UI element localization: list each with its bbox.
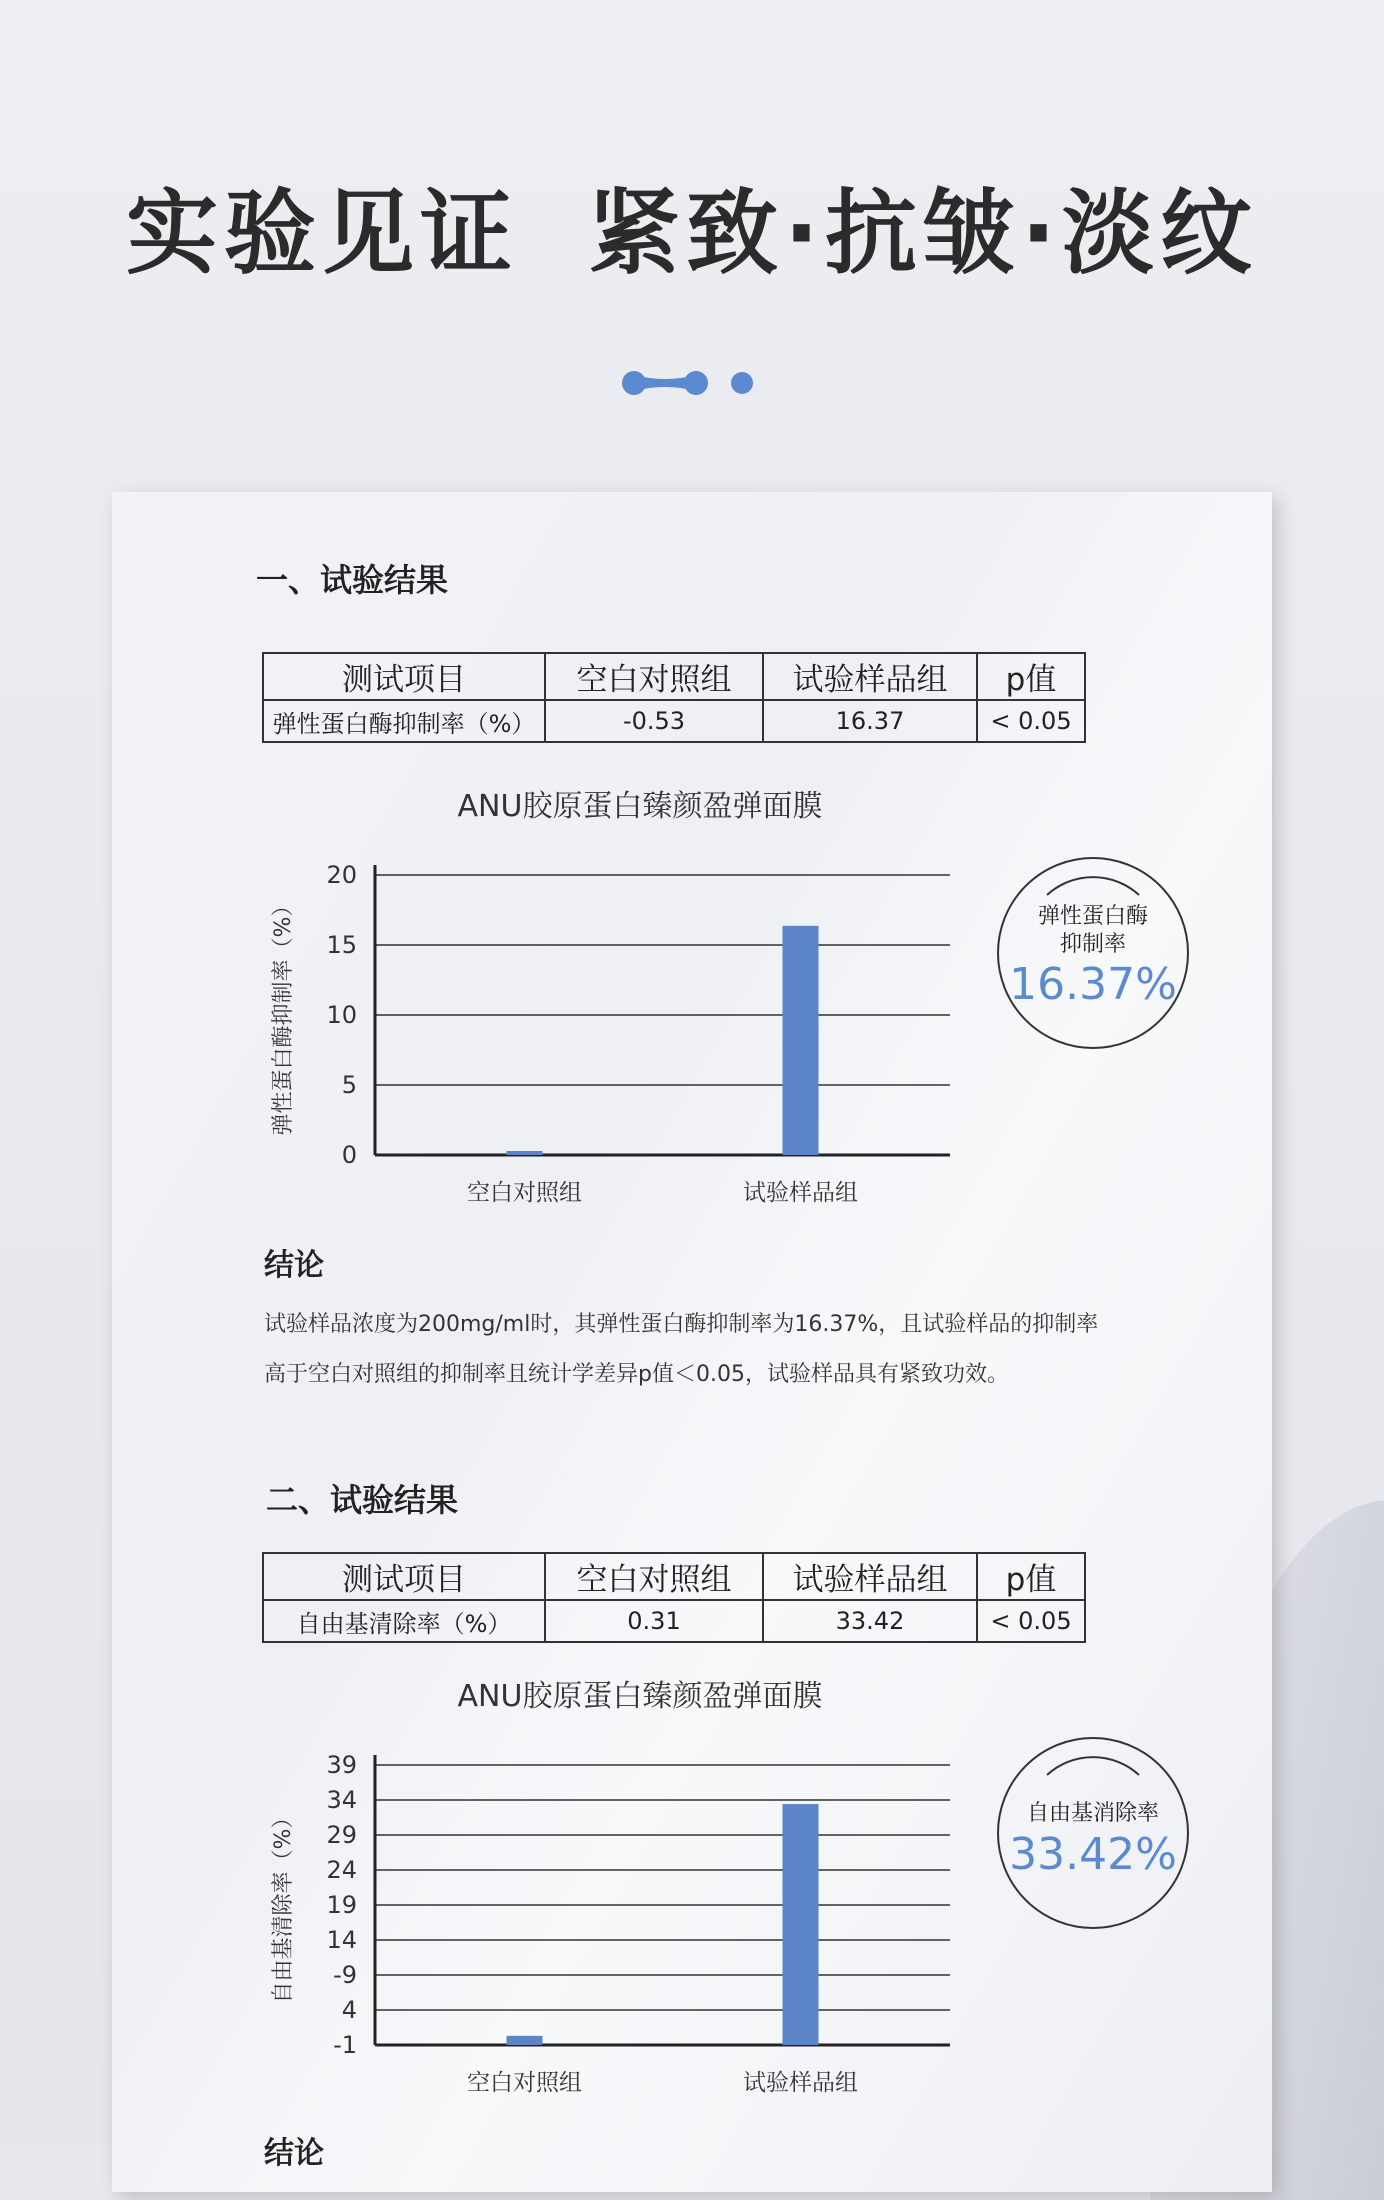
conclusion-line: 试验样品浓度为200mg/ml时，其弹性蛋白酶抑制率为16.37%，且试验样品的抑制率: [264, 1312, 1099, 1337]
bar: [783, 1804, 819, 2045]
y-tick-label: 39: [326, 1751, 357, 1779]
section1-title: 一、试验结果: [256, 561, 449, 599]
y-tick-label: 4: [341, 1996, 357, 2024]
y-tick-label: 34: [326, 1786, 357, 1814]
y-tick-label: 29: [326, 1821, 357, 1849]
y-tick-label: -9: [333, 1961, 357, 1989]
table-header-cell: 试验样品组: [763, 1553, 977, 1600]
x-tick-label: 试验样品组: [743, 1180, 858, 1206]
table-header-cell: 测试项目: [263, 653, 545, 700]
section1-badge: [995, 855, 1191, 1051]
y-tick-label: 24: [326, 1856, 357, 1884]
badge-value: 16.37%: [1009, 959, 1177, 1010]
table-cell: 33.42: [763, 1600, 977, 1642]
divider-dots-icon: [620, 368, 760, 398]
badge-arc: [1047, 877, 1139, 895]
table-cell: < 0.05: [977, 700, 1085, 742]
section2-title: 二、试验结果: [266, 1481, 459, 1519]
bar: [783, 926, 819, 1155]
y-tick-label: 15: [326, 931, 357, 959]
page-headline: [0, 160, 1384, 292]
y-axis-label: 弹性蛋白酶抑制率（%）: [271, 894, 296, 1136]
table-cell: 0.31: [545, 1600, 763, 1642]
table-cell: 自由基清除率（%）: [263, 1600, 545, 1642]
chart-title: ANU胶原蛋白臻颜盈弹面膜: [457, 1679, 823, 1714]
bar: [507, 2036, 543, 2045]
table-row: [263, 1600, 1085, 1642]
x-tick-label: 空白对照组: [467, 1180, 582, 1206]
section2-conclusion-title: 结论: [264, 2136, 324, 2171]
badge-label-1: 自由基消除率: [1026, 1801, 1160, 1826]
y-tick-label: 10: [326, 1001, 357, 1029]
section1-conclusion-title: 结论: [264, 1248, 324, 1283]
badge-value: 33.42%: [1009, 1829, 1177, 1880]
x-tick-label: 空白对照组: [467, 2070, 582, 2096]
table-row: [263, 700, 1085, 742]
y-tick-label: 14: [326, 1926, 357, 1954]
chart-1: [250, 780, 980, 1220]
y-axis-label: 自由基清除率（%）: [271, 1806, 296, 2004]
y-tick-label: -1: [333, 2031, 357, 2059]
table-header-row: [263, 1553, 1085, 1600]
section1-table: [262, 652, 1086, 743]
y-tick-label: 19: [326, 1891, 357, 1919]
table-header-cell: p值: [977, 653, 1085, 700]
table-header-cell: 空白对照组: [545, 1553, 763, 1600]
x-tick-label: 试验样品组: [743, 2070, 858, 2096]
bar: [507, 1151, 543, 1155]
badge-label-1: 弹性蛋白酶: [1037, 904, 1149, 929]
section2-badge: [995, 1735, 1191, 1931]
table-cell: 弹性蛋白酶抑制率（%）: [263, 700, 545, 742]
chart-2: [250, 1670, 980, 2110]
y-tick-label: 20: [326, 861, 357, 889]
table-cell: < 0.05: [977, 1600, 1085, 1642]
headline-right: 紧致·抗皱·淡纹: [588, 180, 1258, 287]
badge-label-2: 抑制率: [1059, 932, 1127, 957]
headline-left: 实验见证: [126, 180, 519, 287]
table-header-cell: p值: [977, 1553, 1085, 1600]
table-cell: -0.53: [545, 700, 763, 742]
table-cell: 16.37: [763, 700, 977, 742]
section2-table: [262, 1552, 1086, 1643]
chart-title: ANU胶原蛋白臻颜盈弹面膜: [457, 789, 823, 824]
table-header-cell: 空白对照组: [545, 653, 763, 700]
table-header-cell: 测试项目: [263, 1553, 545, 1600]
section1-conclusion-text: [264, 1300, 1204, 1400]
badge-arc: [1047, 1757, 1139, 1775]
y-tick-label: 5: [341, 1071, 357, 1099]
y-tick-label: 0: [341, 1141, 357, 1169]
table-header-cell: 试验样品组: [763, 653, 977, 700]
table-header-row: [263, 653, 1085, 700]
conclusion-line: 高于空白对照组的抑制率且统计学差异p值＜0.05，试验样品具有紧致功效。: [264, 1362, 1009, 1387]
